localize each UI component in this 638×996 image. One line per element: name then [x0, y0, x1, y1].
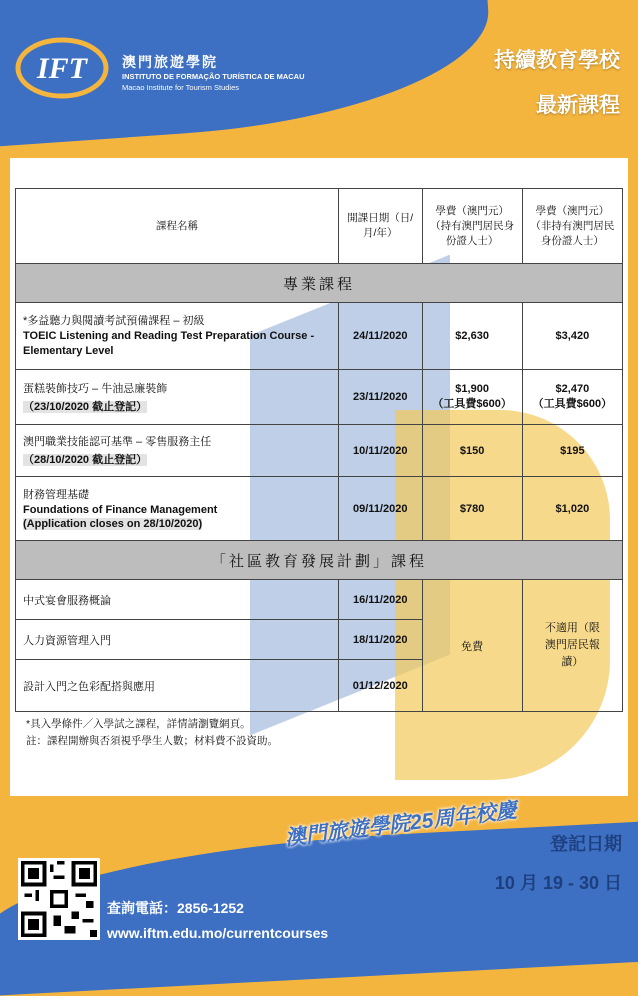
- course-fee-nonresident: $195: [522, 425, 622, 477]
- footnotes: [26, 716, 278, 750]
- table-row: [16, 370, 623, 425]
- course-fee-resident: $780: [422, 477, 522, 541]
- page-title: [494, 38, 620, 128]
- header-fee-resident: 學費（澳門元）（持有澳門居民身份證人士）: [422, 189, 522, 264]
- course-name-cn: 蛋糕裝飾技巧 – 牛油忌廉裝飾: [23, 382, 168, 395]
- registration-label: 登記日期: [550, 834, 622, 854]
- qr-code[interactable]: [18, 858, 100, 940]
- table-header-row: [16, 189, 623, 264]
- fee-amount: $1,900: [455, 383, 489, 395]
- course-date: 10/11/2020: [338, 425, 422, 477]
- qr-code-icon: [21, 861, 97, 937]
- course-date: 23/11/2020: [338, 370, 422, 425]
- course-name-cell: [16, 425, 339, 477]
- header-course-name: 課程名稱: [16, 189, 339, 264]
- course-fee-resident: $150: [422, 425, 522, 477]
- course-fee-nonresident: $3,420: [522, 303, 622, 370]
- courses-url-link[interactable]: www.iftm.edu.mo/currentcourses: [107, 925, 329, 941]
- registration-dates: 10 月 19 - 30 日: [494, 873, 622, 893]
- registration-deadline-note: （23/10/2020 截止登記）: [23, 400, 148, 413]
- course-name-en: TOEIC Listening and Reading Test Preparation Course - Elementary Level: [23, 329, 315, 357]
- table-row: [16, 425, 623, 477]
- course-name-en: Foundations of Finance Management: [23, 503, 218, 516]
- tool-fee-note: （工具費$600）: [432, 398, 512, 410]
- section-header-community: [16, 541, 623, 580]
- anniversary-slogan: 澳門旅遊學院25周年校慶: [283, 798, 519, 851]
- ift-logo-mark: [14, 32, 110, 102]
- logo-chinese-name: 澳門旅遊學院: [122, 54, 218, 70]
- logo-portuguese-name: INSTITUTO DE FORMAÇÃO TURÍSTICA DE MACAU: [122, 72, 305, 81]
- course-name: 人力資源管理入門: [16, 620, 339, 660]
- course-date: 01/12/2020: [338, 660, 422, 712]
- course-name-cell: [16, 477, 339, 541]
- course-name-cn: 澳門職業技能認可基準 – 零售服務主任: [23, 436, 212, 448]
- logo-english-name: Macao Institute for Tourism Studies: [122, 83, 239, 92]
- course-fee-resident: 免費: [422, 580, 522, 712]
- title-line1: 持續教育學校: [494, 49, 620, 72]
- table-row: [16, 303, 623, 370]
- course-date: 24/11/2020: [338, 303, 422, 370]
- header-fee-nonresident: 學費（澳門元）（非持有澳門居民身份證人士）: [522, 189, 622, 264]
- section-title: 「社區教育發展計劃」課程: [16, 541, 623, 580]
- section-header-professional: [16, 264, 623, 303]
- course-table: [15, 188, 623, 712]
- section-title: 專業課程: [16, 264, 623, 303]
- inquiry-phone: 查詢電話：2856-1252: [107, 900, 244, 916]
- course-fee-nonresident: [522, 370, 622, 425]
- registration-deadline-note: (Application closes on 28/10/2020): [23, 517, 203, 530]
- course-name: 中式宴會服務概論: [16, 580, 339, 620]
- course-name-cell: [16, 370, 339, 425]
- tool-fee-note: （工具費$600）: [532, 398, 613, 410]
- table-row: [16, 477, 623, 541]
- course-name-cn: 財務管理基礎: [23, 488, 89, 501]
- course-name-cn: *多益聽力與閱讀考試預備課程 – 初級: [23, 314, 205, 327]
- fee-amount: $2,470: [555, 383, 590, 395]
- registration-deadline-note: （28/10/2020 截止登記）: [23, 454, 148, 466]
- footnote-2: 註：課程開辦與否須視乎學生人數；材料費不設資助。: [26, 735, 278, 747]
- table-row: [16, 580, 623, 620]
- title-line2: 最新課程: [536, 94, 620, 117]
- ift-logo: [14, 30, 305, 110]
- course-date: 09/11/2020: [338, 477, 422, 541]
- logo-mark-text: IFT: [36, 52, 88, 85]
- course-date: 16/11/2020: [338, 580, 422, 620]
- course-fee-resident: [422, 370, 522, 425]
- course-date: 18/11/2020: [338, 620, 422, 660]
- course-name-cell: [16, 303, 339, 370]
- course-fee-nonresident: 不適用（限澳門居民報讀）: [522, 580, 622, 712]
- course-name: 設計入門之色彩配搭與應用: [16, 660, 339, 712]
- header-start-date: 開課日期（日/月/年）: [338, 189, 422, 264]
- course-fee-nonresident: $1,020: [522, 477, 622, 541]
- footnote-1: *具入學條件／入學試之課程，詳情請瀏覽網頁。: [26, 718, 251, 730]
- course-fee-resident: $2,630: [422, 303, 522, 370]
